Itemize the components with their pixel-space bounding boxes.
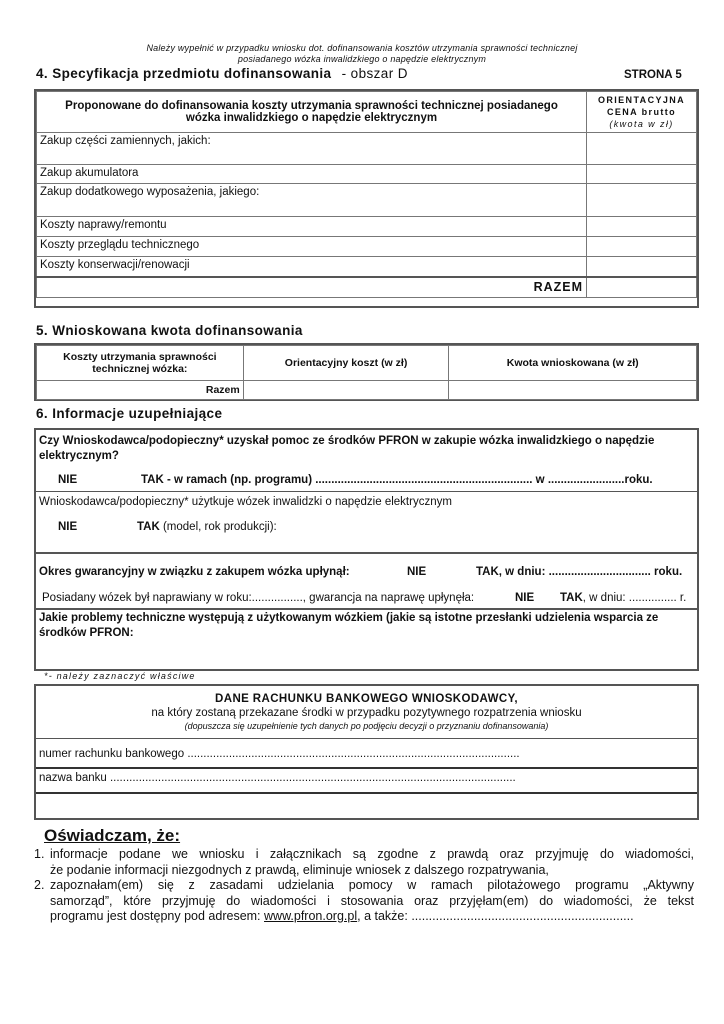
q1-tak[interactable]: TAK - w ramach (np. programu) .................................................................... w ........................roku. — [141, 474, 653, 486]
cost-row-parts: Zakup części zamiennych, jakich: — [37, 133, 587, 165]
q2-nie[interactable]: NIE — [58, 521, 78, 533]
section4-area: - obszar D — [341, 66, 408, 81]
divider — [36, 792, 697, 794]
section5-total-cost[interactable] — [243, 381, 449, 400]
section5-col2-header: Orientacyjny koszt (w zł) — [243, 346, 449, 381]
divider — [36, 491, 697, 492]
q3-question: Okres gwarancyjny w związku z zakupem wózka upłynął: — [39, 566, 350, 578]
section4-col2-header: ORIENTACYJNA CENA brutto (kwota w zł) — [587, 92, 697, 133]
cost-row-repair: Koszty naprawy/remontu — [37, 217, 587, 237]
footnote: *- należy zaznaczyć właściwe — [44, 671, 196, 681]
declaration-list — [34, 847, 694, 925]
q4-nie[interactable]: NIE — [515, 592, 535, 604]
declaration-title: Oświadczam, że: — [44, 826, 181, 845]
section6-box — [34, 428, 699, 671]
section5-total-requested[interactable] — [449, 381, 697, 400]
declaration-item-1: 1. informacje podane we wniosku i załącznikach są zgodne z prawdą oraz przyjmuję do wiadomości, że podanie informacji niezgodnych z prawdą, eliminuje wniosek z dalszego rozpatrywania, — [34, 847, 694, 877]
q2-question: Wnioskodawca/podopieczny* użytkuje wózek inwalidzki o napędzie elektrycznym — [39, 496, 452, 508]
section5-table — [34, 343, 699, 401]
declaration-item-2: 2. zapoznałam(em) się z zasadami udzielania pomocy w ramach pilotażowego programu „Aktywny samorząd”, które przyjmuję do wiadomości i stosowania oraz przyjęłam(em) do wiadomości, że tekst programu jest dostępny pod adresem: www.pfron.org.pl, a także: ................................................................ — [34, 878, 694, 923]
bank-note: (dopuszcza się uzupełnienie tych danych po podjęciu decyzji o przyznaniu dofinansowania) — [184, 721, 549, 731]
section5-col1-header: Koszty utrzymania sprawności technicznej wózka: — [37, 346, 244, 381]
header-note-line1: Należy wypełnić w przypadku wniosku dot. dofinansowania kosztów utrzymania sprawności technicznej — [146, 43, 578, 53]
bank-subtitle: na który zostaną przekazane środki w przypadku pozytywnego rozpatrzenia wniosku — [151, 707, 582, 719]
cost-row-battery: Zakup akumulatora — [37, 165, 587, 184]
cost-row-repair-price[interactable] — [587, 217, 697, 237]
q4-question: Posiadany wózek był naprawiany w roku:................, gwarancja na naprawę upłynęła: — [42, 592, 475, 604]
q3-nie[interactable]: NIE — [407, 566, 427, 578]
q1-question: Czy Wnioskodawca/podopieczny* uzyskał pomoc ze środków PFRON w zakupie wózka inwalidzkiego o napędzie elektrycznym? — [39, 435, 655, 462]
q1-nie[interactable]: NIE — [58, 474, 78, 486]
cost-row-inspection-price[interactable] — [587, 237, 697, 257]
q2-tak[interactable]: TAK (model, rok produkcji): — [137, 521, 277, 533]
cost-row-inspection: Koszty przeglądu technicznego — [37, 237, 587, 257]
section4-total-label: RAZEM — [37, 277, 587, 298]
q3-tak[interactable]: TAK, w dniu: ................................ roku. — [476, 566, 683, 578]
account-number-field[interactable]: numer rachunku bankowego ........................................................................................................ — [39, 748, 520, 760]
q4-tak[interactable]: TAK, w dniu: ............... r. — [560, 592, 687, 604]
cost-row-battery-price[interactable] — [587, 165, 697, 184]
bank-box — [34, 684, 699, 820]
page-label: STRONA 5 — [624, 69, 682, 81]
section5-col3-header: Kwota wnioskowana (w zł) — [449, 346, 697, 381]
pfron-link[interactable]: www.pfron.org.pl — [264, 909, 358, 923]
divider — [36, 767, 697, 769]
bank-title: DANE RACHUNKU BANKOWEGO WNIOSKODAWCY, — [215, 693, 518, 705]
cost-row-parts-price[interactable] — [587, 133, 697, 165]
q5-question: Jakie problemy techniczne występują z użytkowanym wózkiem (jakie są istotne przesłanki udzielenia wsparcia ze środków PFRON: — [39, 612, 659, 639]
divider — [36, 738, 697, 739]
cost-row-equipment: Zakup dodatkowego wyposażenia, jakiego: — [37, 184, 587, 217]
section4-col1-header: Proponowane do dofinansowania koszty utrzymania sprawności technicznej posiadanego wózka inwalidzkiego o napędzie elektrycznym — [37, 92, 587, 133]
section6-title: 6. Informacje uzupełniające — [36, 406, 223, 421]
section5-title: 5. Wnioskowana kwota dofinansowania — [36, 323, 303, 338]
section5-total-label: Razem — [37, 381, 244, 400]
bank-name-field[interactable]: nazwa banku ............................................................................................................................... — [39, 772, 516, 784]
section4-total-value[interactable] — [587, 277, 697, 298]
cost-row-equipment-price[interactable] — [587, 184, 697, 217]
cost-row-maintenance: Koszty konserwacji/renowacji — [37, 257, 587, 277]
cost-row-maintenance-price[interactable] — [587, 257, 697, 277]
header-note-line2: posiadanego wózka inwalidzkiego o napędzie elektrycznym — [237, 54, 487, 64]
divider — [36, 552, 697, 554]
divider — [36, 608, 697, 610]
section4-title: 4. Specyfikacja przedmiotu dofinansowania - obszar D — [36, 66, 408, 81]
section4-table — [34, 89, 699, 308]
